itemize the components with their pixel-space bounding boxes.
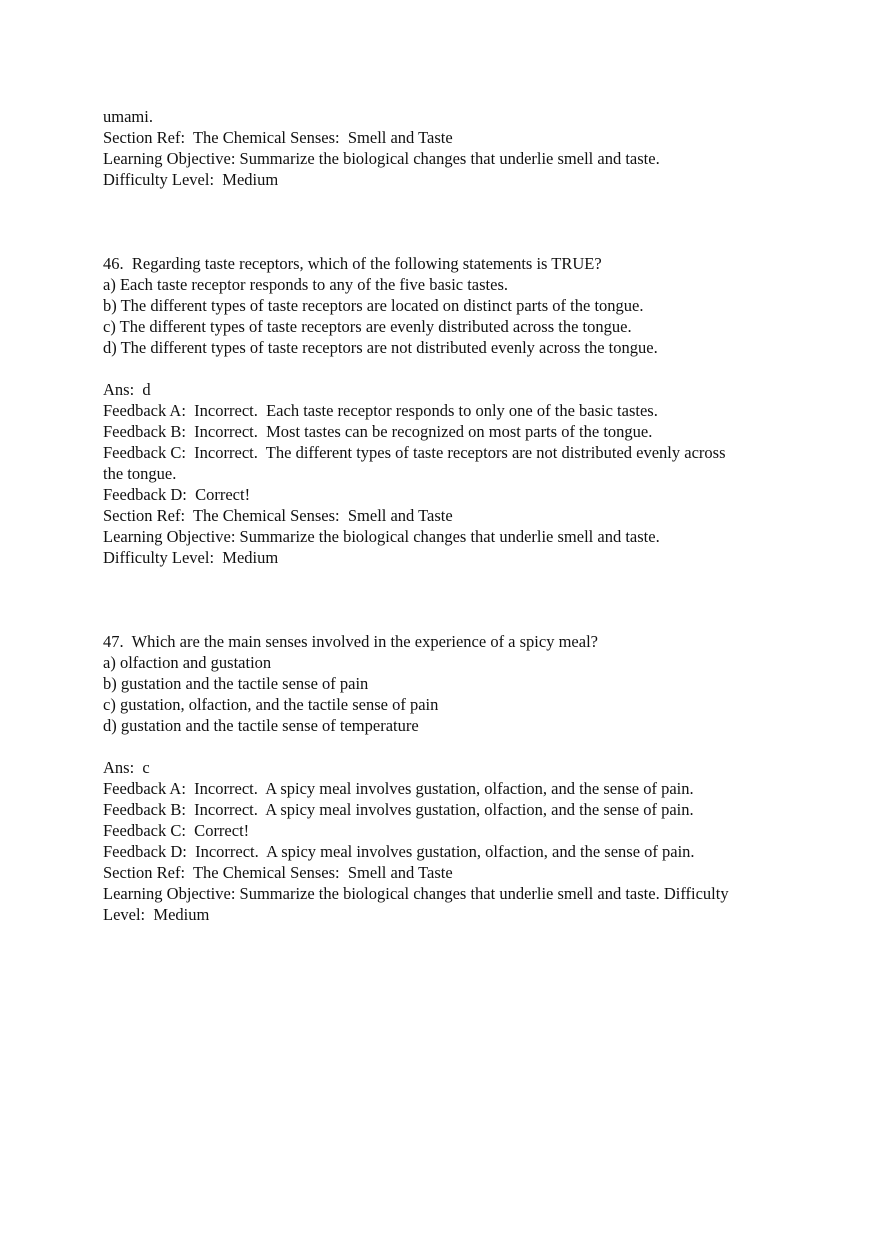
section-ref: Section Ref: The Chemical Senses: Smell and Taste xyxy=(103,128,453,147)
option-a: a) Each taste receptor responds to any of the five basic tastes. xyxy=(103,275,509,294)
previous-question-tail xyxy=(103,106,803,190)
feedback-c: Feedback C: Incorrect. The different types of taste receptors are not distributed evenly across xyxy=(103,443,726,462)
option-a: a) olfaction and gustation xyxy=(103,653,272,672)
feedback-b: Feedback B: Incorrect. A spicy meal involves gustation, olfaction, and the sense of pain. xyxy=(103,800,694,819)
option-b: b) gustation and the tactile sense of pain xyxy=(103,674,369,693)
feedback-c: Feedback C: Correct! xyxy=(103,821,250,840)
question-text: 47. Which are the main senses involved in the experience of a spicy meal? xyxy=(103,632,598,651)
question-text: 46. Regarding taste receptors, which of the following statements is TRUE? xyxy=(103,254,602,273)
learning-objective: Learning Objective: Summarize the biological changes that underlie smell and taste. Difficulty xyxy=(103,884,729,903)
learning-objective: Learning Objective: Summarize the biological changes that underlie smell and taste. xyxy=(103,149,660,168)
question-47 xyxy=(103,631,803,925)
feedback-c-continued: the tongue. xyxy=(103,464,177,483)
option-b: b) The different types of taste receptors are located on distinct parts of the tongue. xyxy=(103,296,644,315)
text-line: umami. xyxy=(103,107,153,126)
feedback-d: Feedback D: Incorrect. A spicy meal involves gustation, olfaction, and the sense of pain. xyxy=(103,842,695,861)
answer: Ans: c xyxy=(103,758,150,777)
section-ref: Section Ref: The Chemical Senses: Smell and Taste xyxy=(103,506,453,525)
document-page xyxy=(103,106,803,925)
feedback-a: Feedback A: Incorrect. Each taste receptor responds to only one of the basic tastes. xyxy=(103,401,658,420)
option-d: d) The different types of taste receptors are not distributed evenly across the tongue. xyxy=(103,338,658,357)
option-c: c) gustation, olfaction, and the tactile sense of pain xyxy=(103,695,439,714)
section-ref: Section Ref: The Chemical Senses: Smell and Taste xyxy=(103,863,453,882)
difficulty-level: Difficulty Level: Medium xyxy=(103,170,279,189)
question-46 xyxy=(103,253,803,568)
feedback-a: Feedback A: Incorrect. A spicy meal involves gustation, olfaction, and the sense of pain. xyxy=(103,779,694,798)
difficulty-level: Level: Medium xyxy=(103,905,210,924)
option-d: d) gustation and the tactile sense of temperature xyxy=(103,716,419,735)
learning-objective: Learning Objective: Summarize the biological changes that underlie smell and taste. xyxy=(103,527,660,546)
feedback-d: Feedback D: Correct! xyxy=(103,485,251,504)
answer: Ans: d xyxy=(103,380,151,399)
feedback-b: Feedback B: Incorrect. Most tastes can be recognized on most parts of the tongue. xyxy=(103,422,653,441)
difficulty-level: Difficulty Level: Medium xyxy=(103,548,279,567)
option-c: c) The different types of taste receptors are evenly distributed across the tongue. xyxy=(103,317,632,336)
